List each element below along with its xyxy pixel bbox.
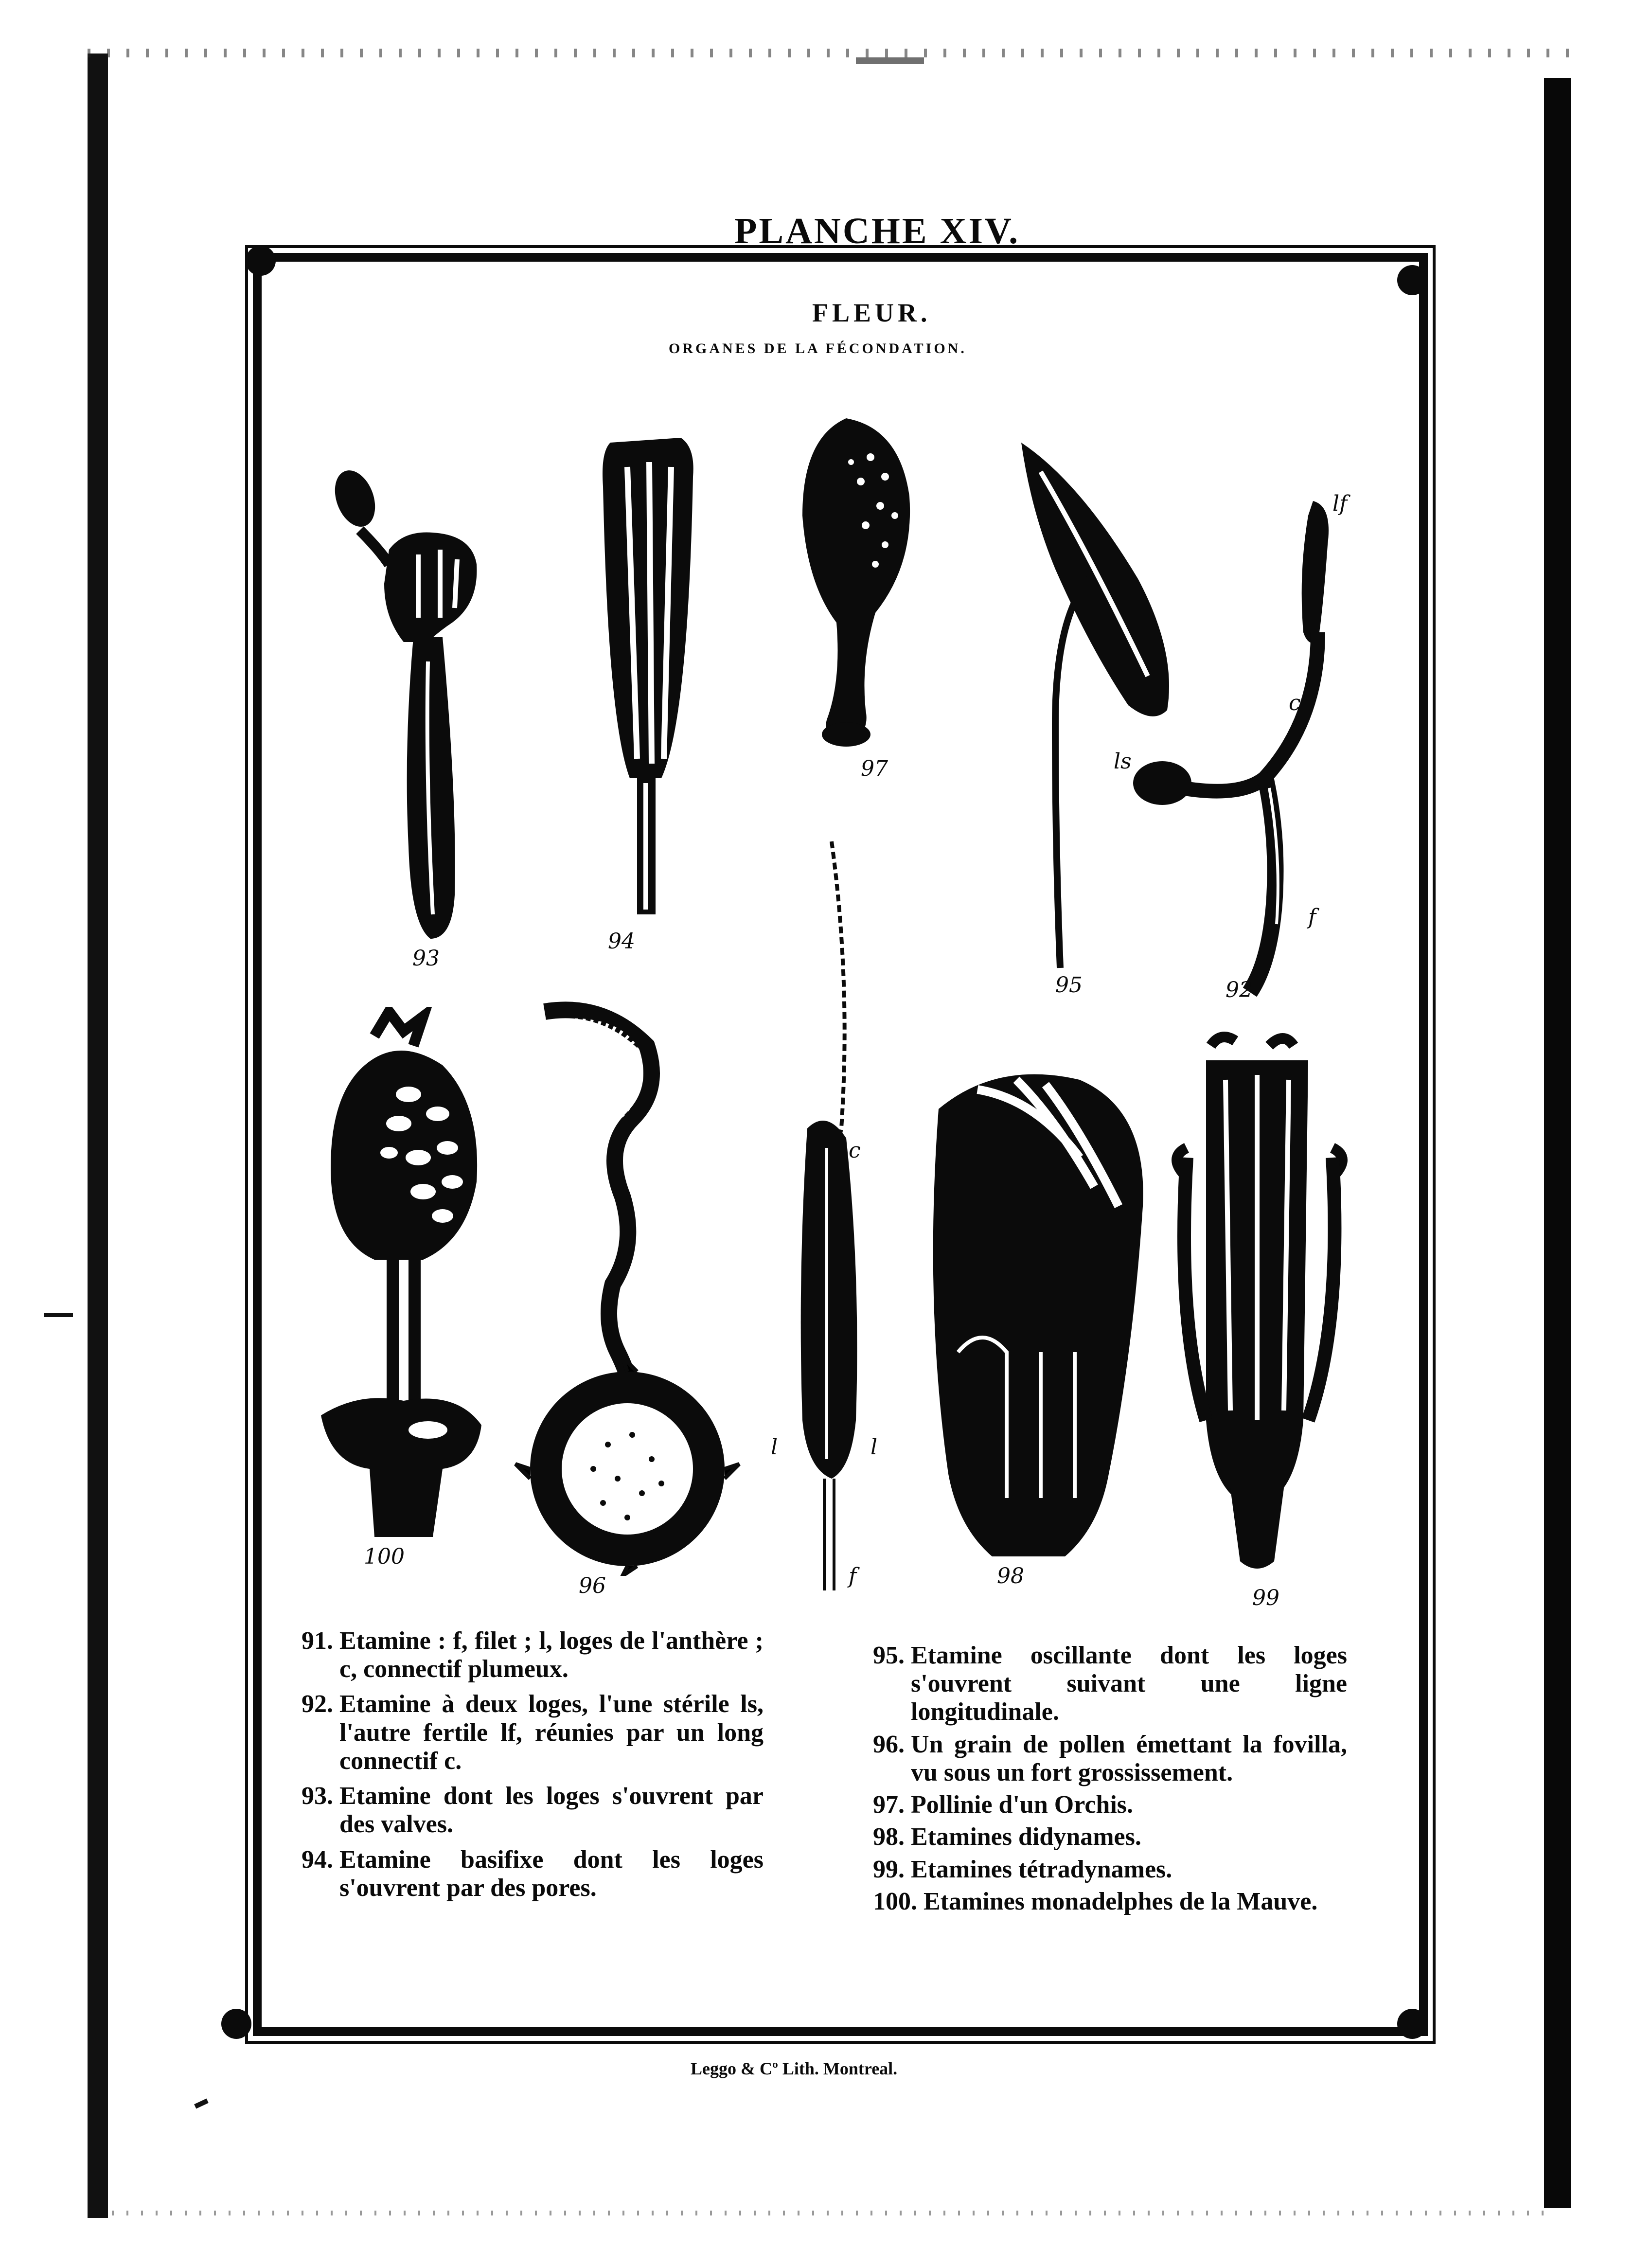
caption-text: Pollinie d'un Orchis. bbox=[911, 1791, 1134, 1819]
figure-98-label: 98 bbox=[997, 1564, 1024, 1589]
caption-number: 95. bbox=[873, 1642, 911, 1669]
caption-number: 97. bbox=[873, 1791, 911, 1819]
figure-91-letter-f: f bbox=[849, 1564, 857, 1589]
caption-text: Un grain de pollen émettant la fovilla, vu sous un fort grossissement. bbox=[911, 1730, 1347, 1786]
figure-94-label: 94 bbox=[608, 929, 635, 954]
caption-list-left bbox=[302, 1627, 764, 1909]
figure-92-letter-ls: ls bbox=[1114, 749, 1132, 774]
plate-subtitle: ORGANES DE LA FÉCONDATION. bbox=[669, 340, 967, 357]
scan-speck bbox=[44, 1313, 73, 1317]
figure-95-label: 95 bbox=[1055, 973, 1083, 998]
figure-99-illustration bbox=[1148, 1031, 1367, 1581]
caption-item bbox=[302, 1846, 764, 1902]
caption-item bbox=[873, 1791, 1347, 1819]
frame-corner bbox=[1397, 2009, 1427, 2039]
figure-91-letter-c: c bbox=[849, 1138, 861, 1163]
figure-98-illustration bbox=[919, 1060, 1157, 1581]
caption-number: 91. bbox=[302, 1627, 339, 1655]
caption-item bbox=[302, 1782, 764, 1839]
page-title: PLANCHE XIV. bbox=[734, 211, 1020, 251]
figure-92-letter-c: c bbox=[1289, 691, 1301, 715]
plate-title: FLEUR. bbox=[812, 298, 931, 327]
figure-97-label: 97 bbox=[861, 756, 888, 781]
figure-96-label: 96 bbox=[579, 1573, 606, 1598]
caption-number: 93. bbox=[302, 1782, 339, 1810]
page-edge-bottom bbox=[112, 2211, 1546, 2215]
caption-number: 99. bbox=[873, 1855, 911, 1883]
figure-99-label: 99 bbox=[1252, 1586, 1279, 1610]
caption-item bbox=[302, 1690, 764, 1775]
frame-corner bbox=[1397, 265, 1427, 295]
caption-text: Etamine dont les loges s'ouvrent par des valves. bbox=[339, 1782, 764, 1839]
caption-item bbox=[873, 1823, 1347, 1851]
figure-92-illustration bbox=[1104, 486, 1357, 1002]
caption-item bbox=[873, 1888, 1347, 1916]
caption-number: 98. bbox=[873, 1823, 911, 1851]
caption-text: Etamines didynames. bbox=[911, 1823, 1141, 1851]
figure-96-illustration bbox=[506, 992, 759, 1576]
caption-number: 94. bbox=[302, 1845, 339, 1874]
caption-number: 100. bbox=[873, 1887, 924, 1915]
figure-91-illustration bbox=[778, 837, 878, 1595]
scan-speck bbox=[856, 57, 924, 64]
caption-item bbox=[873, 1856, 1347, 1884]
figure-100-illustration bbox=[302, 1007, 496, 1547]
figure-93-label: 93 bbox=[412, 946, 440, 971]
caption-item bbox=[873, 1731, 1347, 1787]
caption-item bbox=[302, 1627, 764, 1683]
caption-text: Etamine : f, filet ; l, loges de l'anthère ; c, connectif plumeux. bbox=[339, 1627, 764, 1683]
figure-97-illustration bbox=[788, 409, 924, 759]
figure-100-label: 100 bbox=[364, 1544, 405, 1569]
caption-number: 92. bbox=[302, 1690, 339, 1718]
frame-corner bbox=[246, 246, 276, 276]
page-edge-top bbox=[88, 49, 1576, 57]
page-edge-left bbox=[88, 54, 117, 2218]
caption-number: 96. bbox=[873, 1730, 911, 1758]
figure-91-letter-l-left: l bbox=[771, 1435, 778, 1460]
frame-corner bbox=[221, 2009, 251, 2039]
caption-item bbox=[873, 1642, 1347, 1727]
lithographer-credit: Leggo & Cº Lith. Montreal. bbox=[691, 2059, 898, 2078]
caption-text: Etamines tétradynames. bbox=[911, 1855, 1172, 1883]
caption-text: Etamines monadelphes de la Mauve. bbox=[924, 1887, 1318, 1915]
figure-92-label: 92 bbox=[1226, 978, 1253, 1002]
caption-text: Etamine à deux loges, l'une stérile ls, l'autre fertile lf, réunies par un long connectif c. bbox=[339, 1690, 764, 1775]
figure-91-letter-l-right: l bbox=[870, 1435, 878, 1460]
figure-93-illustration bbox=[331, 457, 506, 948]
page-edge-right bbox=[1544, 78, 1571, 2208]
scan-speck bbox=[194, 2099, 209, 2109]
caption-text: Etamine oscillante dont les loges s'ouvrent suivant une ligne longitudinale. bbox=[911, 1642, 1347, 1726]
figure-92-letter-lf: lf bbox=[1332, 491, 1348, 516]
caption-text: Etamine basifixe dont les loges s'ouvrent par des pores. bbox=[339, 1845, 764, 1902]
caption-list-right bbox=[873, 1642, 1347, 1920]
figure-94-illustration bbox=[584, 428, 710, 929]
figure-92-letter-f: f bbox=[1308, 905, 1316, 929]
